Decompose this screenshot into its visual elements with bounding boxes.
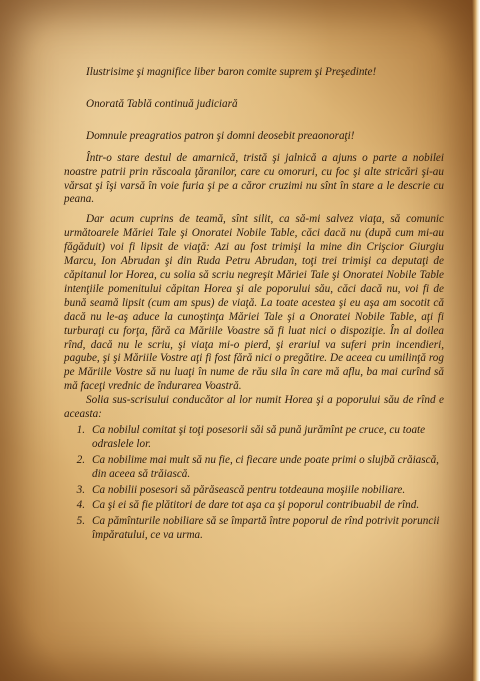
salutation-patron: Domnule preagratios patron şi domni deosebit preaonoraţi! bbox=[86, 129, 355, 142]
salutation-baron: Ilustrisime şi magnifice liber baron comite suprem şi Preşedinte! bbox=[86, 66, 377, 78]
demand-text: Ca pămînturile nobiliare să se împartă între poporul de rînd potrivit poruncii împăratului, ce va urma. bbox=[92, 515, 440, 542]
demand-item bbox=[64, 499, 444, 513]
demand-number: 4. bbox=[76, 499, 85, 512]
paragraph-demands-intro: Solia sus-scrisului conducător al lor numit Horea şi a poporului său de rînd e aceasta: bbox=[64, 394, 444, 421]
demand-item bbox=[64, 515, 444, 543]
paragraph-request: Dar acum cuprins de teamă, sînt silit, ca să-mi salvez viaţa, să comunic următoarele Măriei Tale şi Onoratei Nobile Table, căci dacă nu (după cum mi-au făgăduit) voi fi lipsit de viaţă: Azi au fost trimişi la mine din Crişcior Giurgiu Marcu, Ion Abrudan şi din Ruda Petru Abrudan, toţi trei trimişi ca deputaţi de căpitanul lor Horea, cu solia să scriu negreşit Măriei Tale şi Onoratei Nobile Table intenţiile pomenitului căpitan Horea şi ale poporului său, căci dacă nu, voi fi de bună seamă lipsit (cum am spus) de viaţă. La toate acestea şi eu aşa am socotit că dacă nu le-aş aduce la cunoştinţa Măriei Tale şi a Onoratei Nobile Table, aţi fi turburaţi cu forţa, fără ca Măriile Voastre să fi luat nici o dispoziţie. În al doilea rînd, dacă nu le scriu, şi viaţa mi-o pierd, şi erariul va suferi prin incendieri, pagube, şi şi Măriile Vostre aţi fi fost fără nici o pregătire. De aceea cu umilinţă rog pe Măriile Vostre să nu luaţi în nume de rău sila în care mă aflu, ba mai curînd să mă faceţi vrednic de îndurarea Voastră. bbox=[64, 213, 444, 393]
demand-number: 2. bbox=[76, 453, 85, 466]
demand-text: Ca nobilul comitat şi toţi posesorii săi să pună jurămînt pe cruce, cu toate odraslele lor. bbox=[92, 423, 426, 450]
demand-item bbox=[64, 424, 444, 452]
demand-number: 5. bbox=[76, 515, 85, 528]
demand-text: Ca şi ei să fie plătitori de dare tot aşa ca şi poporul contribuabil de rînd. bbox=[92, 499, 420, 512]
salutation-table: Onorată Tablă continuă judiciară bbox=[86, 97, 238, 110]
letter-body bbox=[64, 66, 444, 545]
demand-text: Ca nobilii posesori să părăsească pentru totdeauna moşiile nobiliare. bbox=[92, 483, 406, 496]
demands-list bbox=[64, 424, 444, 543]
demand-item bbox=[64, 484, 444, 498]
demand-number: 1. bbox=[76, 423, 85, 436]
demand-number: 3. bbox=[76, 483, 85, 496]
page-edge-stripe bbox=[472, 0, 480, 681]
demand-text: Ca nobilime mai mult să nu fie, ci fiecare unde poate primi o slujbă crăiască, din aceea să trăiască. bbox=[92, 453, 439, 480]
paragraph-intro: Într-o stare destul de amarnică, tristă şi jalnică a ajuns o parte a nobilei noastre patrii prin răscoala ţăranilor, care cu omoruri, cu foc şi alte stricări şi-au vărsat şi îşi varsă în voie furia şi pe a căror cruzimi nu sînt în stare a le descrie cu peana. bbox=[64, 151, 444, 206]
demand-item bbox=[64, 454, 444, 482]
